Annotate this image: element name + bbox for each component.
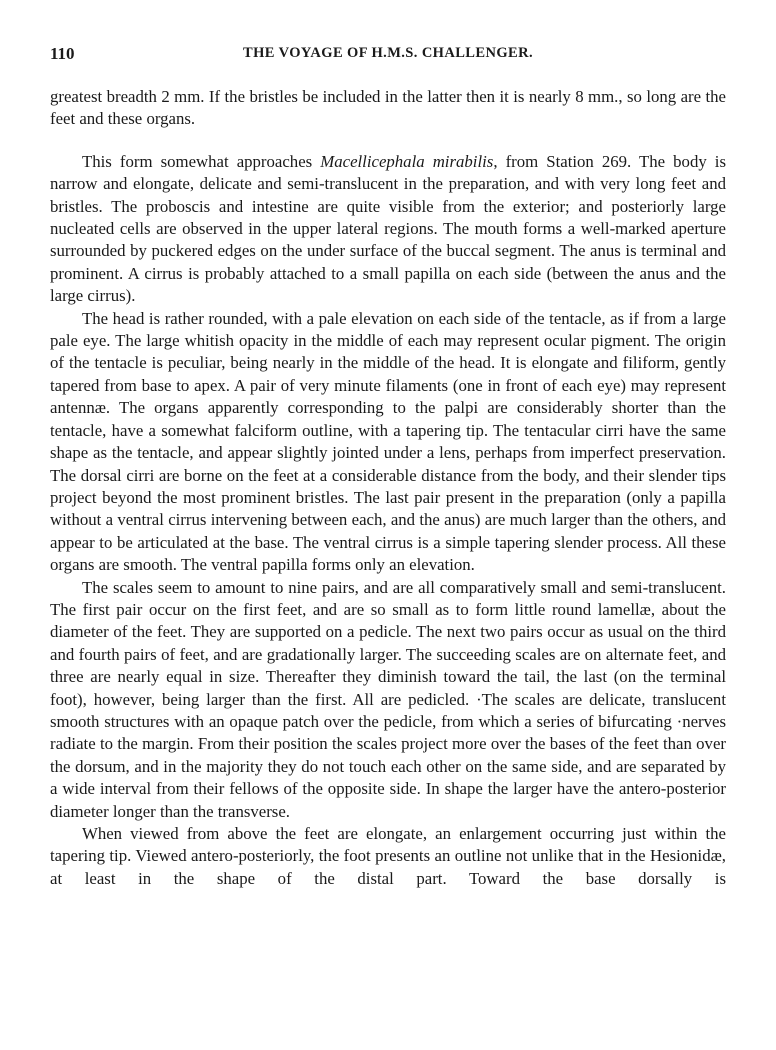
paragraph-text: This form somewhat approaches	[82, 151, 321, 171]
paragraph-scales: The scales seem to amount to nine pairs, and are all comparatively small and semi-translucent. The first pair occur on the first feet, and are so small as to form little round lamellæ, about the diameter of the feet. They are supported on a pedicle. The next two pairs occur as usual on the third and fourth pairs of feet, and are gradationally larger. The succeeding scales are on alternate feet, and three are nearly equal in size. Thereafter they diminish toward the tail, the last (on the terminal foot), however, being larger than the first. All are pedicled. ·The scales are delicate, translucent smooth structures with an opaque patch over the pedicle, from which a series of bifurcating ·nerves radiate to the margin. From their position the scales project more over the bases of the feet than over the dorsum, and in the majority they do not touch each other on the same side, and are separated by a wide interval from their fellows of the opposite side. In shape the larger have the antero-posterior diameter longer than the transverse.	[50, 577, 726, 821]
page-header	[50, 44, 726, 68]
species-name: Macellicephala mirabilis	[320, 151, 494, 171]
paragraph-species-comparison	[50, 151, 726, 308]
paragraph-text: , from Station 269. The body is narrow and elongate, delicate and semi-translucent in the preparation, and with very long feet and bristles. The proboscis and intestine are quite visible from the exterior; and posteriorly large nucleated cells are observed in the upper lateral regions. The mouth forms a well-marked aperture surrounded by puckered edges on the under surface of the buccal segment. The anus is terminal and prominent. A cirrus is probably attached to a small papilla on each side (between the anus and the large cirrus).	[50, 151, 726, 306]
paragraph-continuation: greatest breadth 2 mm. If the bristles be included in the latter then it is nearly 8 mm., so long are the feet and these organs.	[50, 87, 726, 129]
running-title: THE VOYAGE OF H.M.S. CHALLENGER.	[243, 45, 533, 61]
paragraph-feet: When viewed from above the feet are elongate, an enlargement occurring just within the tapering tip. Viewed antero-posteriorly, the foot presents an outline not unlike that in the Hesionidæ, at least in the shape of the distal part. Toward the base dorsally is	[50, 824, 726, 888]
paragraph-head: The head is rather rounded, with a pale elevation on each side of the tentacle, as if from a large pale eye. The large whitish opacity in the middle of each may represent ocular pigment. The origin of the tentacle is peculiar, being nearly in the middle of the head. It is elongate and filiform, gently tapered from base to apex. A pair of very minute filaments (one in front of each eye) may represent antennæ. The organs apparently corresponding to the palpi are considerably shorter than the tentacle, have a somewhat falciform outline, with a tapering tip. The tentacular cirri have the same shape as the tentacle, and appear slightly jointed under a lens, perhaps from imperfect preservation. The dorsal cirri are borne on the feet at a considerable distance from the body, and their slender tips project beyond the most prominent bristles. The last pair present in the preparation (only a papilla without a ventral cirrus intervening between each, and the anus) are much larger than the others, and appear to be articulated at the base. The ventral cirrus is a simple tapering slender process. All these organs are smooth. The ventral papilla forms only an elevation.	[50, 308, 726, 575]
page-number: 110	[50, 44, 75, 63]
body-text	[50, 86, 726, 890]
